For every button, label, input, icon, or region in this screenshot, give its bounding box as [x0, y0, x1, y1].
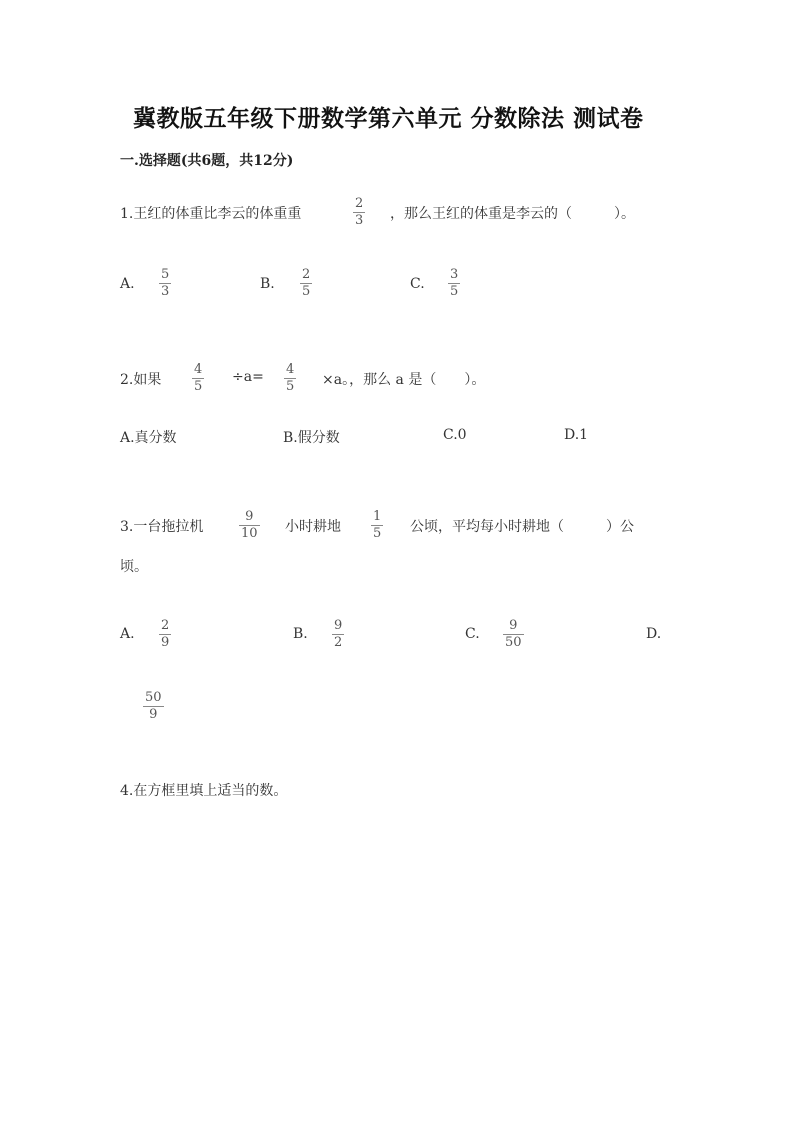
- fraction-numerator: 9: [509, 618, 518, 633]
- option-a-fraction[interactable]: [159, 268, 171, 299]
- option-b-label[interactable]: B.: [293, 626, 308, 642]
- question-2-prefix: 2.如果: [120, 372, 162, 388]
- fraction-numerator: 4: [194, 362, 203, 377]
- fraction-denominator: 5: [286, 379, 295, 394]
- option-c-fraction[interactable]: [503, 619, 524, 650]
- question-3-fraction-1: [239, 510, 260, 541]
- question-1-prefix: 1.王红的体重比李云的体重重: [120, 206, 302, 222]
- option-b[interactable]: B.假分数: [283, 430, 340, 446]
- option-c-label[interactable]: C.: [465, 626, 480, 642]
- question-2-fraction-2: [284, 363, 296, 394]
- fraction-denominator: 3: [161, 284, 170, 299]
- fraction-denominator: 5: [450, 284, 459, 299]
- question-1-suffix: ，那么王红的体重是李云的（ ）。: [390, 206, 635, 222]
- fraction-denominator: 9: [149, 707, 158, 722]
- fraction-numerator: 50: [145, 690, 162, 705]
- fraction-numerator: 2: [355, 196, 364, 211]
- question-3-prefix: 3.一台拖拉机: [120, 519, 204, 535]
- option-a-label[interactable]: A.: [120, 276, 135, 292]
- fraction-numerator: 9: [245, 509, 254, 524]
- option-a-label[interactable]: A.: [120, 626, 135, 642]
- question-3-fraction-2: [371, 510, 383, 541]
- fraction-denominator: 5: [194, 379, 203, 394]
- option-c-label[interactable]: C.: [410, 276, 425, 292]
- question-1-fraction: [353, 197, 365, 228]
- question-3-line-2: 顷。: [120, 559, 148, 575]
- option-a-fraction[interactable]: [159, 619, 171, 650]
- option-a[interactable]: A.真分数: [120, 430, 177, 446]
- question-4: 4.在方框里填上适当的数。: [120, 783, 288, 799]
- option-b-label[interactable]: B.: [260, 276, 275, 292]
- section-header: 一.选择题(共6题，共12分): [120, 153, 294, 169]
- fraction-numerator: 2: [302, 267, 311, 282]
- fraction-numerator: 4: [286, 362, 295, 377]
- option-b-fraction[interactable]: [300, 268, 312, 299]
- option-d[interactable]: D.1: [564, 427, 589, 443]
- fraction-denominator: 50: [505, 635, 522, 650]
- option-d-label[interactable]: D.: [646, 626, 662, 642]
- option-d-fraction[interactable]: [143, 691, 164, 722]
- fraction-numerator: 3: [450, 267, 459, 282]
- option-b-fraction[interactable]: [332, 619, 344, 650]
- fraction-numerator: 2: [161, 618, 170, 633]
- fraction-numerator: 1: [373, 509, 382, 524]
- option-c-fraction[interactable]: [448, 268, 460, 299]
- fraction-numerator: 5: [161, 267, 170, 282]
- fraction-denominator: 2: [334, 635, 343, 650]
- fraction-denominator: 10: [241, 526, 258, 541]
- fraction-denominator: 3: [355, 213, 364, 228]
- question-3-suffix: 公顷，平均每小时耕地（ ）公: [410, 519, 634, 535]
- question-2-operator: ÷a=: [232, 369, 264, 385]
- fraction-denominator: 5: [302, 284, 311, 299]
- fraction-denominator: 9: [161, 635, 170, 650]
- fraction-denominator: 5: [373, 526, 382, 541]
- question-3-middle: 小时耕地: [285, 519, 341, 535]
- fraction-numerator: 9: [334, 618, 343, 633]
- page-title: 冀教版五年级下册数学第六单元 分数除法 测试卷: [133, 105, 644, 132]
- question-2-fraction-1: [192, 363, 204, 394]
- question-2-suffix: ×a。，那么 a 是（ ）。: [322, 372, 486, 388]
- option-c[interactable]: C.0: [443, 427, 467, 443]
